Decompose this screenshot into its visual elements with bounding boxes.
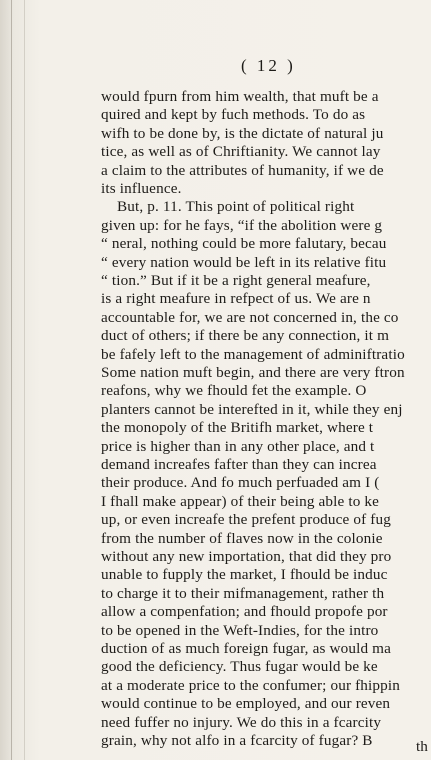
text-line-19: the monopoly of the Britifh market, where t (101, 419, 374, 437)
catchword: th (416, 738, 428, 755)
text-line-22: their produce. And fo much perfuaded am I ( (101, 474, 380, 492)
text-line-27: unable to fupply the market, I fhould be induc (101, 566, 388, 584)
text-line-33: at a moderate price to the confumer; our fhippin (101, 676, 401, 694)
text-line-35: need fuffer no injury. We do this in a fcarcity (101, 713, 382, 731)
text-line-14: duct of others; if there be any connection, it m (101, 327, 390, 345)
text-line-30: to be opened in the Weft-Indies, for the intro (101, 621, 379, 639)
text-line-4: tice, as well as of Chriftianity. We cannot lay (101, 143, 381, 161)
text-line-5: a claim to the attributes of humanity, if we de (101, 161, 384, 179)
text-line-32: good the deficiency. Thus fugar would be ke (101, 658, 378, 676)
text-line-7: But, p. 11. This point of political right (117, 198, 355, 216)
text-line-2: quired and kept by fuch methods. To do as (101, 106, 366, 124)
text-line-15: be fafely left to the management of adminiftratio (101, 345, 405, 363)
text-line-25: from the number of flaves now in the colonie (101, 529, 383, 547)
text-line-12: is a right meafure in refpect of us. We are n (101, 290, 371, 308)
text-line-36: grain, why not alfo in a fcarcity of fugar? B (101, 732, 373, 749)
text-line-18: planters cannot be interefted in it, while they enj (101, 400, 403, 418)
text-line-8: given up: for he fays, “if the abolition were g (101, 216, 383, 234)
text-line-24: up, or even increafe the prefent produce of fug (101, 511, 391, 529)
text-line-6: its influence. (101, 180, 182, 197)
text-line-17: reafons, why we fhould fet the example. O (101, 382, 367, 400)
text-line-9: “ neral, nothing could be more falutary, becau (101, 235, 387, 253)
text-line-13: accountable for, we are not concerned in, the co (101, 308, 399, 326)
text-line-1: would fpurn from him wealth, that muft be a (101, 88, 379, 105)
text-line-20: price is higher than in any other place, and t (101, 437, 375, 455)
text-line-34: would continue to be employed, and our reven (101, 695, 391, 713)
binding-gutter-line (11, 0, 12, 760)
text-line-3: wifh to be done by, is the dictate of natural ju (101, 124, 384, 142)
text-line-29: allow a compenfation; and fhould propofe por (101, 603, 388, 621)
page-number: ( 12 ) (241, 56, 296, 75)
text-line-11: “ tion.” But if it be a right general meafure, (101, 272, 371, 289)
text-line-31: duction of as much foreign fugar, as would ma (101, 640, 391, 657)
text-line-16: Some nation muft begin, and there are very ftron (101, 364, 405, 381)
text-line-10: “ every nation would be left in its relative fitu (101, 253, 387, 271)
binding-gutter-line-inner (24, 0, 25, 760)
text-line-23: I fhall make appear) of their being able to ke (101, 492, 380, 510)
text-line-28: to charge it to their mifmanagement, rather th (101, 584, 385, 602)
text-line-26: without any new importation, that did they pro (101, 548, 392, 565)
text-line-21: demand increafes fafter than they can increa (101, 456, 377, 473)
